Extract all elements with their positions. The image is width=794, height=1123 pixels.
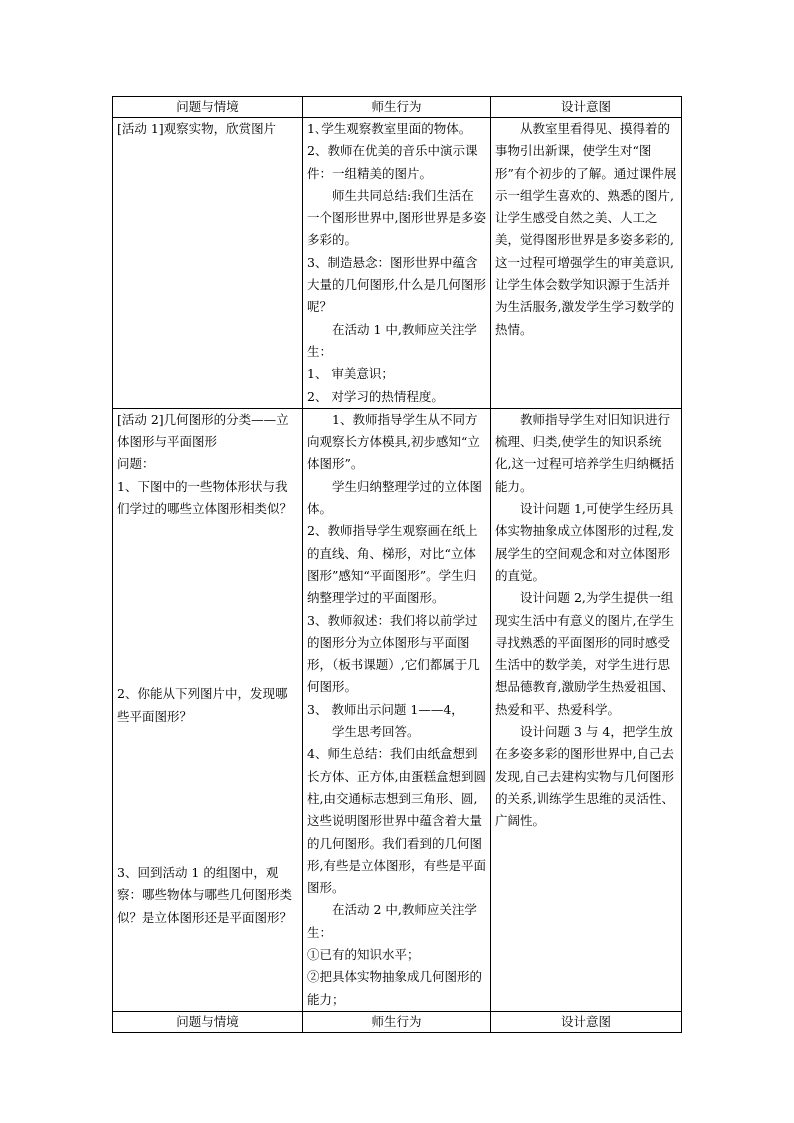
activity-2-action: ②把具体实物抽象成几何图形的能力；: [307, 969, 483, 1007]
activity-1-action: 2、 对学习的热情程度。: [307, 388, 444, 404]
header-actions: 师生行为: [303, 97, 491, 118]
activity-2-action: 4、师生总结：我们由纸盒想到长方体、正方体,由蛋糕盒想到圆柱,由交通标志想到三角形、圆,这些说明图形世界中蕴含着大量的几何图形。我们看到的几何图形,有些是立体图形，有些是平面图形。: [307, 746, 486, 896]
activity-1-actions-cell: [303, 118, 491, 409]
footer-intent: 设计意图: [491, 1011, 682, 1032]
activity-1-title: [活动 1]观察实物，欣赏图片: [117, 121, 277, 136]
activity-1-action: 师生共同总结:我们生活在一个图形世界中,图形世界是多姿多彩的。: [307, 187, 486, 248]
activity-1-action: 1、 审美意识；: [307, 366, 394, 382]
activity-2-intent: 设计问题 2,为学生提供一组现实生活中有意义的图片,在学生寻找熟悉的平面图形的同时感受生活中的数学美，对学生进行思想品德教育,激励学生热爱祖国、热爱和平、热爱科学。: [495, 590, 674, 717]
activity-2-question-label: 问题：: [117, 456, 155, 472]
activity-2-action: 2、教师指导学生观察画在纸上的直线、角、梯形，对比“立体图形”感知“平面图形”。学生归纳整理学过的平面图形。: [307, 523, 478, 606]
activity-2-action: 1、教师指导学生从不同方向观察长方体模具,初步感知“立体图形”。: [307, 411, 480, 472]
footer-actions: 师生行为: [303, 1011, 491, 1032]
header-intent: 设计意图: [491, 97, 682, 118]
activity-2-action: ①已有的知识水平；: [307, 946, 420, 962]
header-situation: 问题与情境: [113, 97, 303, 118]
activity-1-intent-cell: [491, 118, 682, 409]
activity-2-action: 3、 教师出示问题 1——4，: [307, 701, 464, 717]
activity-2-question-3: 3、回到活动 1 的组图中，观察：哪些物体与哪些几何图形类似？是立体图形还是平面图形？: [117, 864, 293, 925]
lesson-plan-table: [112, 96, 682, 1033]
activity-2-question-2: 2、你能从下列图片中，发现哪些平面图形？: [117, 686, 288, 724]
activity-1-action: 1､学生观察教室里面的物体。: [307, 121, 472, 136]
activity-2-intent: 设计问题 1,可使学生经历具体实物抽象成立体图形的过程,发展学生的空间观念和对立体图形的直觉。: [495, 501, 674, 583]
activity-1-action: 3、制造悬念：图形世界中蕴含大量的几何图形,什么是几何图形呢？: [307, 254, 486, 315]
footer-row: [113, 1011, 682, 1032]
activity-2-row: [113, 408, 682, 1011]
activity-2-title: [活动 2]几何图形的分类——立体图形与平面图形: [117, 411, 289, 450]
header-row: [113, 97, 682, 118]
activity-2-action: 学生归纳整理学过的立体图体。: [307, 478, 483, 517]
activity-2-question-1: 1、下图中的一些物体形状与我们学过的哪些立体图形相类似？: [117, 478, 293, 517]
activity-2-action: 在活动 2 中,教师应关注学生：: [307, 902, 477, 940]
activity-2-action: 3、教师叙述：我们将以前学过的图形分为立体图形与平面图形，（板书课题）,它们都属于几何图形。: [307, 612, 480, 695]
activity-1-action: 在活动 1 中,教师应关注学生：: [307, 321, 477, 359]
activity-2-action: 学生思考回答。: [332, 724, 420, 740]
activity-2-intent-cell: [491, 408, 682, 1011]
footer-situation: 问题与情境: [113, 1011, 303, 1032]
activity-1-intent: 从教室里看得见、摸得着的事物引出新课，使学生对“图形”有个初步的了解。通过课件展示一组学生喜欢的、熟悉的图片,让学生感受自然之美、人工之美，觉得图形世界是多姿多彩的,这一过程可增强学生的审美意识,让学生体会数学知识源于生活并为生活服务,激发学生学习数学的热情。: [495, 121, 677, 337]
activity-2-intent: 设计问题 3 与 4，把学生放在多姿多彩的图形世界中,自己去发现,自己去建构实物与几何图形的关系,训练学生思维的灵活性、广阔性。: [495, 724, 674, 829]
activity-1-action: 2、教师在优美的音乐中演示课件：一组精美的图片。: [307, 143, 478, 181]
activity-2-actions-cell: [303, 408, 491, 1011]
activity-2-intent: 教师指导学生对旧知识进行梳理、归类,使学生的知识系统化,这一过程可培养学生归纳概括能力。: [495, 411, 674, 494]
activity-2-situation-cell: [113, 408, 303, 1011]
activity-1-situation-cell: [113, 118, 303, 409]
activity-1-row: [113, 118, 682, 409]
